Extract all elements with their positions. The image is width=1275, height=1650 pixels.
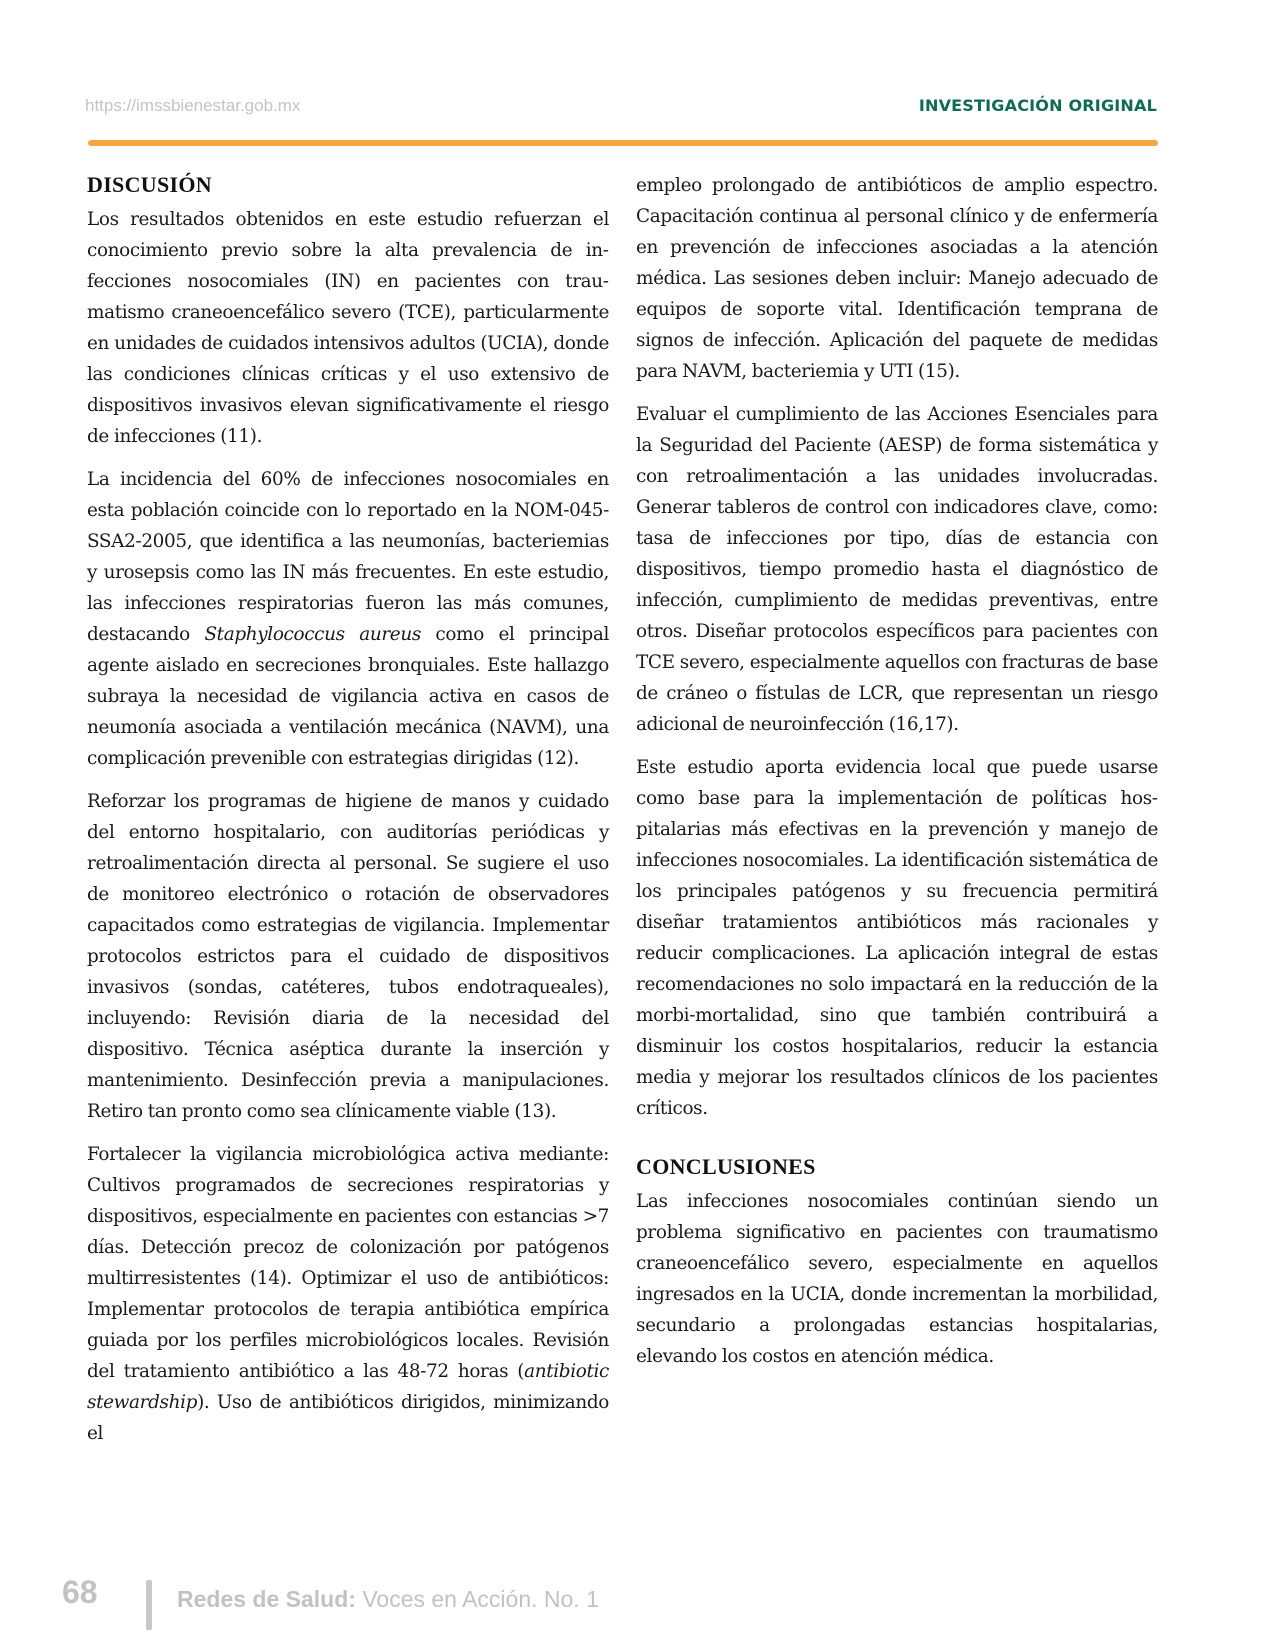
right-column — [636, 170, 1158, 1384]
page-number: 68 — [62, 1574, 98, 1610]
paragraph: Este estudio aporta evidencia local que puede usarse como base para la implementación de políticas hospitalarias más efectivas en la prevención y manejo de infecciones nosocomiales. La identificación sistemática de los principales patógenos y su frecuencia permitirá diseñar tratamientos antibióticos más racionales y reducir complicaciones. La aplicación integral de estas recomendaciones no solo impactará en la reducción de la morbi-mortalidad, sino que también contribuirá a disminuir los costos hospitalarios, reducir la estancia media y mejorar los resultados clínicos de los pacientes críticos. — [636, 757, 1158, 1119]
paragraph: Fortalecer la vigilancia microbiológica activa mediante: Cultivos programados de secreciones respiratorias y dispositivos, especialmente en pacientes con estancias >7 días. Detección precoz de colonización por patógenos multirresistentes (14). Optimizar el uso de antibióticos: Implementar protocolos de terapia antibiótica empírica guiada por los perfiles microbiológicos locales. Revisión del tratamiento antibiótico a las 48-72 horas (antibiotic stewardship). Uso de antibióticos dirigidos, minimizando el — [87, 1144, 609, 1444]
header-divider — [88, 140, 1158, 146]
journal-name: Redes de Salud: Voces en Acción. No. 1 — [177, 1586, 599, 1612]
paragraph: Las infecciones nosocomiales continúan siendo un problema significativo en pacientes con traumatismo craneoencefálico severo, especialmente en aquellos ingresados en la UCIA, donde incrementan la morbilidad, secundario a prolongadas estancias hospitalarias, elevando los costos en atención médica. — [636, 1191, 1158, 1367]
paragraph: empleo prolongado de antibióticos de amplio espectro. Capacitación continua al personal clínico y de enfermería en prevención de infecciones asociadas a la atención médica. Las sesiones deben incluir: Manejo adecuado de equipos de soporte vital. Identificación temprana de signos de infección. Aplicación del paquete de medidas para NAVM, bacteriemia y UTI (15). — [636, 175, 1158, 382]
paragraph: Evaluar el cumplimiento de las Acciones Esenciales para la Seguridad del Paciente (AESP) de forma sistemática y con retroalimentación a las unidades involucradas. Generar tableros de control con indicadores clave, como: tasa de infecciones por tipo, días de estancia con dispositivos, tiempo promedio hasta el diagnóstico de infección, cumplimiento de medidas preventivas, entre otros. Diseñar protocolos específicos para pacientes con TCE severo, especialmente aquellos con fracturas de base de cráneo o fístulas de LCR, que representan un riesgo adicional de neuroinfección (16,17). — [636, 404, 1158, 735]
header-url: https://imssbienestar.gob.mx — [85, 96, 301, 115]
section-label: INVESTIGACIÓN ORIGINAL — [918, 96, 1157, 115]
left-column — [87, 170, 609, 1461]
conclusions-heading: CONCLUSIONES — [636, 1154, 816, 1179]
footer-divider — [146, 1580, 152, 1630]
paragraph: Reforzar los programas de higiene de manos y cuidado del entorno hospitalario, con auditorías periódicas y retroalimentación directa al personal. Se sugiere el uso de monitoreo electrónico o rotación de observadores capacitados como estrategias de vigilancia. Implementar protocolos estrictos para el cuidado de dispositivos invasivos (sondas, catéteres, tubos endotraqueales), incluyendo: Revisión diaria de la necesidad del dispositivo. Técnica aséptica durante la inserción y mantenimiento. Desinfección previa a manipulaciones. Retiro tan pronto como sea clínicamente viable (13). — [87, 791, 609, 1122]
term-italic: antibiotic stewardship — [87, 1361, 609, 1413]
paragraph: Los resultados obtenidos en este estudio refuerzan el conocimiento previo sobre la alta prevalencia de infecciones nosocomiales (IN) en pacientes con traumatismo craneoencefálico severo (TCE), particularmente en unidades de cuidados intensivos adultos (UCIA), donde las condiciones clínicas críticas y el uso extensivo de dispositivos invasivos elevan significativamente el riesgo de infecciones (11). — [87, 209, 609, 447]
paragraph: La incidencia del 60% de infecciones nosocomiales en esta población coincide con lo reportado en la NOM-045-SSA2-2005, que identifica a las neumonías, bacteriemias y urosepsis como las IN más frecuentes. En este estudio, las infecciones respiratorias fueron las más comunes, destacando Staphylococcus aureus como el principal agente aislado en secreciones bronquiales. Este hallazgo subraya la necesidad de vigilancia activa en casos de neumonía asociada a ventilación mecánica (NAVM), una complicación prevenible con estrategias dirigidas (12). — [87, 469, 609, 769]
discussion-heading: DISCUSIÓN — [87, 172, 212, 197]
species-name: Staphylococcus aureus — [204, 624, 421, 645]
